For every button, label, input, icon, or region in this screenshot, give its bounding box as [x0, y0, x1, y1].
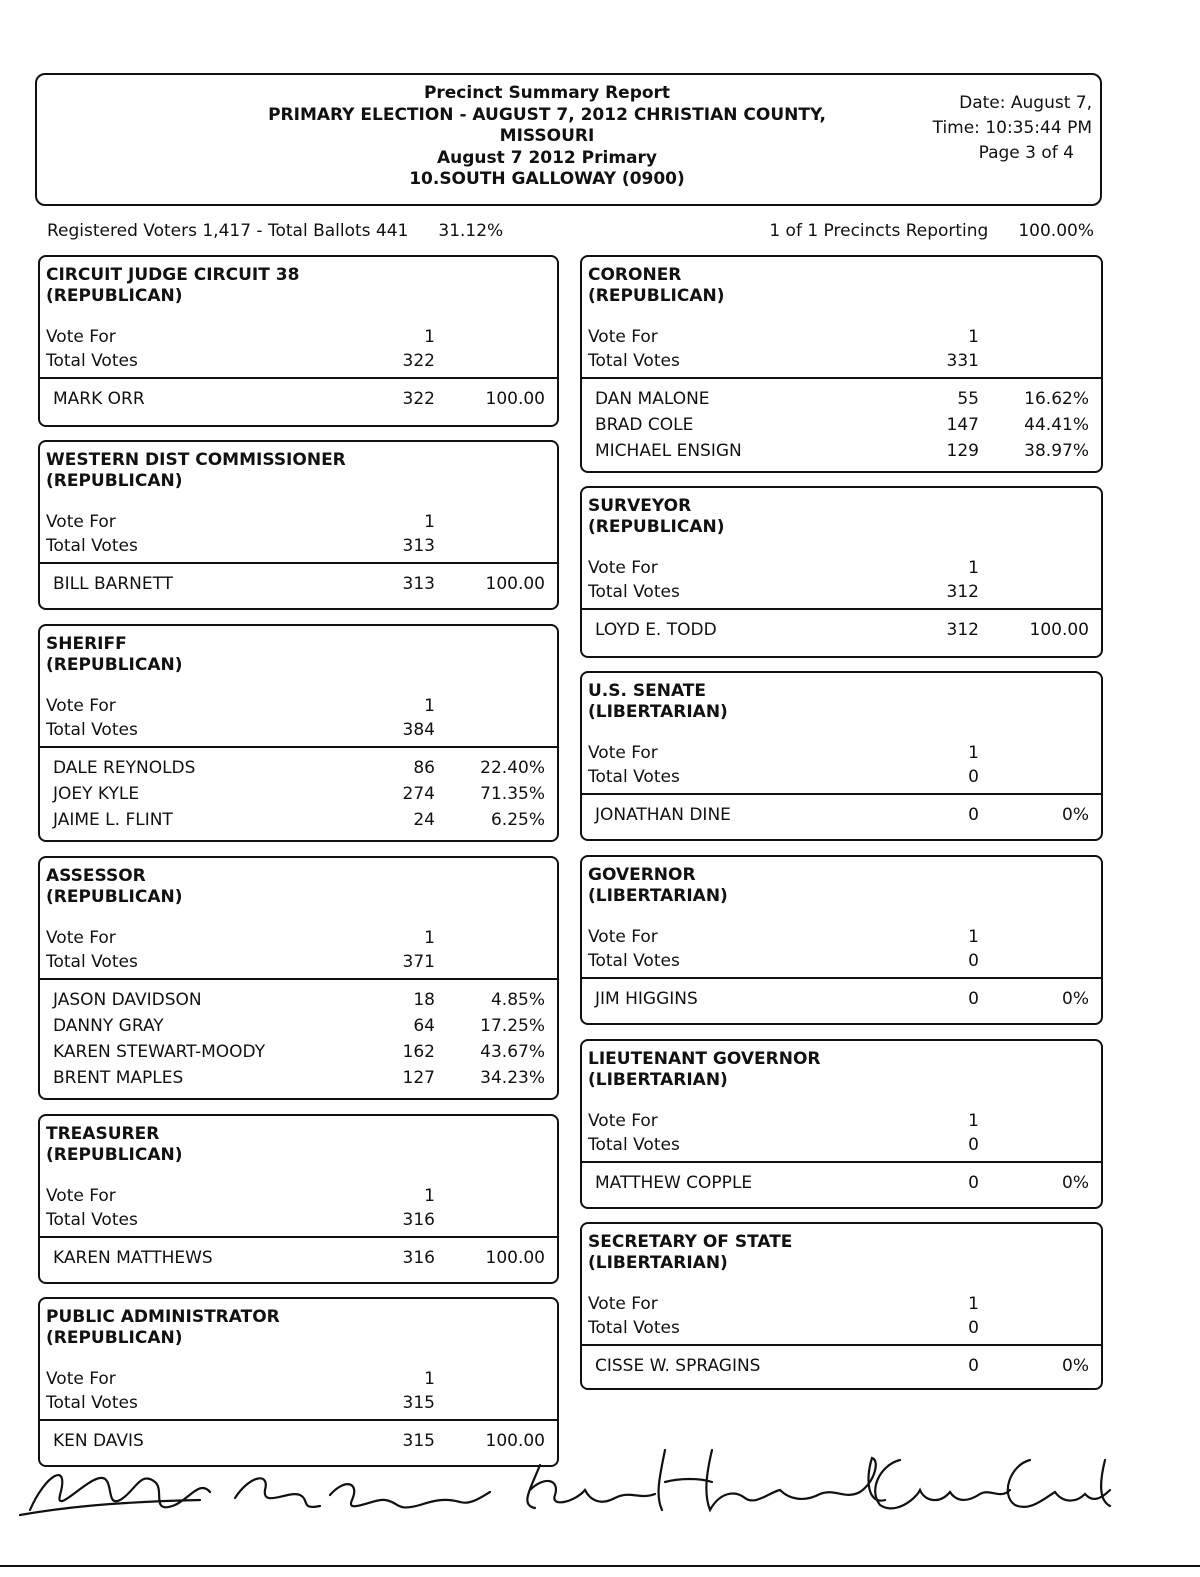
vote-for-value: 1	[424, 327, 435, 347]
race-office: SURVEYOR	[588, 496, 692, 516]
race-title	[582, 1041, 1101, 1091]
candidate-name: MICHAEL ENSIGN	[595, 441, 742, 461]
race-title	[40, 257, 557, 307]
race-title	[582, 257, 1101, 307]
total-votes-row	[588, 349, 1101, 373]
vote-for-row	[46, 510, 557, 534]
race-office: WESTERN DIST COMMISSIONER	[46, 450, 346, 470]
candidate-votes: 0	[968, 1356, 979, 1376]
vote-for-label: Vote For	[46, 696, 116, 716]
election-subtitle: August 7 2012 Primary	[437, 147, 657, 168]
vote-for-row	[588, 1292, 1101, 1316]
candidate-votes: 86	[413, 758, 435, 778]
candidate-votes: 24	[413, 810, 435, 830]
candidate-row	[582, 1170, 1101, 1196]
total-votes-label: Total Votes	[588, 767, 680, 787]
vote-for-row	[588, 741, 1101, 765]
race-title	[40, 1299, 557, 1349]
candidate-percent: 38.97%	[1024, 441, 1089, 461]
candidate-name: JONATHAN DINE	[595, 805, 731, 825]
candidate-name: DALE REYNOLDS	[53, 758, 196, 778]
race-box-coroner	[580, 255, 1103, 473]
race-meta	[40, 1166, 557, 1232]
candidate-votes: 129	[946, 441, 979, 461]
report-meta	[892, 91, 1092, 166]
candidate-name: JIM HIGGINS	[595, 989, 698, 1009]
race-party: (LIBERTARIAN)	[588, 886, 728, 906]
total-votes-row	[588, 1316, 1101, 1340]
race-office: GOVERNOR	[588, 865, 696, 885]
candidate-name: CISSE W. SPRAGINS	[595, 1356, 761, 1376]
vote-for-value: 1	[424, 928, 435, 948]
candidate-row	[582, 802, 1101, 828]
race-box-treasurer	[38, 1114, 559, 1284]
candidate-name: DANNY GRAY	[53, 1016, 164, 1036]
candidate-list	[582, 610, 1101, 643]
report-title: Precinct Summary Report	[423, 83, 671, 103]
candidate-percent: 100.00	[485, 1248, 545, 1268]
race-meta	[40, 492, 557, 558]
race-party: (REPUBLICAN)	[46, 655, 183, 675]
total-votes-label: Total Votes	[588, 1135, 680, 1155]
total-votes-label: Total Votes	[46, 1210, 138, 1230]
vote-for-row	[588, 556, 1101, 580]
vote-for-value: 1	[968, 743, 979, 763]
race-box-u-s-senate	[580, 671, 1103, 841]
vote-for-value: 1	[424, 1369, 435, 1389]
candidate-row	[582, 1353, 1101, 1379]
vote-for-label: Vote For	[588, 1294, 658, 1314]
vote-for-label: Vote For	[46, 928, 116, 948]
total-votes-value: 0	[968, 767, 979, 787]
candidate-percent: 100.00	[485, 574, 545, 594]
race-meta	[582, 307, 1101, 373]
candidate-name: MATTHEW COPPLE	[595, 1173, 753, 1193]
candidate-votes: 162	[402, 1042, 435, 1062]
candidate-percent: 100.00	[1029, 620, 1089, 640]
candidate-votes: 64	[413, 1016, 435, 1036]
race-meta	[40, 908, 557, 974]
candidate-list	[582, 795, 1101, 828]
race-meta	[582, 538, 1101, 604]
total-votes-row	[588, 765, 1101, 789]
candidate-list	[40, 379, 557, 412]
vote-for-row	[46, 1184, 557, 1208]
race-party: (REPUBLICAN)	[46, 1145, 183, 1165]
candidate-name: MARK ORR	[53, 389, 145, 409]
vote-for-value: 1	[968, 927, 979, 947]
candidate-votes: 0	[968, 989, 979, 1009]
race-party: (REPUBLICAN)	[588, 286, 725, 306]
race-party: (REPUBLICAN)	[588, 517, 725, 537]
candidate-list	[582, 1163, 1101, 1196]
signature-scrawl	[20, 1450, 1110, 1515]
race-office: CORONER	[588, 265, 682, 285]
race-title	[582, 857, 1101, 907]
vote-for-row	[46, 694, 557, 718]
candidate-name: BRENT MAPLES	[53, 1068, 184, 1088]
vote-for-label: Vote For	[46, 512, 116, 532]
candidate-votes: 274	[402, 784, 435, 804]
candidate-row	[40, 1013, 557, 1039]
candidate-row	[40, 807, 557, 833]
candidate-row	[582, 617, 1101, 643]
candidate-row	[582, 986, 1101, 1012]
candidate-votes: 313	[402, 574, 435, 594]
candidate-row	[40, 386, 557, 412]
candidate-percent: 6.25%	[490, 810, 545, 830]
total-votes-row	[46, 718, 557, 742]
candidate-votes: 0	[968, 805, 979, 825]
total-votes-label: Total Votes	[46, 351, 138, 371]
race-box-western-dist-commissioner	[38, 440, 559, 610]
candidate-row	[582, 412, 1101, 438]
race-box-surveyor	[580, 486, 1103, 658]
precincts-reporting: 1 of 1 Precincts Reporting	[769, 221, 989, 241]
election-name: PRIMARY ELECTION - AUGUST 7, 2012 CHRISTIAN COUNTY,	[268, 104, 826, 125]
candidate-row	[40, 1065, 557, 1091]
candidate-name: KAREN STEWART-MOODY	[53, 1042, 266, 1062]
total-votes-label: Total Votes	[46, 952, 138, 972]
vote-for-label: Vote For	[46, 327, 116, 347]
total-votes-row	[46, 1391, 557, 1415]
candidate-name: BRAD COLE	[595, 415, 694, 435]
race-office: PUBLIC ADMINISTRATOR	[46, 1307, 280, 1327]
candidate-list	[40, 1238, 557, 1271]
candidate-name: DAN MALONE	[595, 389, 710, 409]
race-title	[582, 673, 1101, 723]
candidate-votes: 18	[413, 990, 435, 1010]
vote-for-label: Vote For	[46, 1369, 116, 1389]
race-office: LIEUTENANT GOVERNOR	[588, 1049, 821, 1069]
candidate-percent: 4.85%	[490, 990, 545, 1010]
vote-for-value: 1	[424, 696, 435, 716]
candidate-row	[582, 386, 1101, 412]
candidate-percent: 34.23%	[480, 1068, 545, 1088]
candidate-list	[40, 564, 557, 597]
total-votes-row	[588, 1133, 1101, 1157]
total-votes-value: 313	[402, 536, 435, 556]
vote-for-row	[46, 325, 557, 349]
race-title	[40, 1116, 557, 1166]
total-votes-label: Total Votes	[46, 720, 138, 740]
race-party: (REPUBLICAN)	[46, 887, 183, 907]
vote-for-value: 1	[968, 1294, 979, 1314]
vote-for-value: 1	[968, 558, 979, 578]
precinct-name: 10.SOUTH GALLOWAY (0900)	[409, 169, 685, 189]
total-votes-row	[588, 580, 1101, 604]
race-party: (LIBERTARIAN)	[588, 1253, 728, 1273]
race-title	[40, 858, 557, 908]
total-votes-row	[588, 949, 1101, 973]
race-office: SHERIFF	[46, 634, 127, 654]
candidate-votes: 127	[402, 1068, 435, 1088]
total-votes-value: 315	[402, 1393, 435, 1413]
report-header	[35, 73, 1102, 206]
total-votes-value: 316	[402, 1210, 435, 1230]
race-office: TREASURER	[46, 1124, 160, 1144]
vote-for-row	[46, 926, 557, 950]
candidate-row	[40, 1039, 557, 1065]
race-party: (LIBERTARIAN)	[588, 702, 728, 722]
candidate-percent: 100.00	[485, 1431, 545, 1451]
turnout-percent: 31.12%	[438, 221, 504, 241]
ballot-summary	[47, 221, 503, 241]
candidate-percent: 0%	[1062, 1356, 1089, 1376]
candidate-percent: 44.41%	[1024, 415, 1089, 435]
candidate-votes: 55	[957, 389, 979, 409]
candidate-percent: 100.00	[485, 389, 545, 409]
vote-for-value: 1	[424, 1186, 435, 1206]
race-meta	[582, 1274, 1101, 1340]
vote-for-label: Vote For	[588, 1111, 658, 1131]
total-votes-row	[46, 534, 557, 558]
signature-area	[0, 1420, 1200, 1530]
report-time: Time: 10:35:44 PM	[932, 118, 1092, 138]
total-votes-value: 331	[946, 351, 979, 371]
total-votes-label: Total Votes	[46, 1393, 138, 1413]
total-votes-value: 322	[402, 351, 435, 371]
vote-for-row	[588, 325, 1101, 349]
total-votes-value: 312	[946, 582, 979, 602]
candidate-row	[40, 755, 557, 781]
race-meta	[582, 723, 1101, 789]
race-party: (REPUBLICAN)	[46, 286, 183, 306]
candidate-percent: 22.40%	[480, 758, 545, 778]
vote-for-value: 1	[968, 1111, 979, 1131]
candidate-percent: 0%	[1062, 805, 1089, 825]
page-bottom-rule	[0, 1565, 1200, 1567]
race-box-circuit-judge-circuit-38	[38, 255, 559, 427]
vote-for-label: Vote For	[588, 558, 658, 578]
candidate-votes: 315	[402, 1431, 435, 1451]
candidate-name: KAREN MATTHEWS	[53, 1248, 213, 1268]
vote-for-label: Vote For	[46, 1186, 116, 1206]
race-office: CIRCUIT JUDGE CIRCUIT 38	[46, 265, 300, 285]
candidate-percent: 43.67%	[480, 1042, 545, 1062]
race-party: (LIBERTARIAN)	[588, 1070, 728, 1090]
race-title	[40, 442, 557, 492]
reporting-summary	[769, 221, 1094, 241]
candidate-name: BILL BARNETT	[53, 574, 174, 594]
race-title	[582, 488, 1101, 538]
race-office: U.S. SENATE	[588, 681, 707, 701]
race-box-assessor	[38, 856, 559, 1100]
candidate-list	[40, 748, 557, 833]
total-votes-row	[46, 1208, 557, 1232]
total-votes-value: 0	[968, 1135, 979, 1155]
vote-for-row	[46, 1367, 557, 1391]
reporting-percent: 100.00%	[1018, 221, 1094, 241]
vote-for-row	[588, 1109, 1101, 1133]
candidate-name: LOYD E. TODD	[595, 620, 717, 640]
race-party: (REPUBLICAN)	[46, 1328, 183, 1348]
race-box-governor	[580, 855, 1103, 1025]
report-date: Date: August 7,	[959, 93, 1092, 113]
total-votes-label: Total Votes	[588, 951, 680, 971]
total-votes-label: Total Votes	[46, 536, 138, 556]
candidate-name: JASON DAVIDSON	[53, 990, 202, 1010]
race-office: ASSESSOR	[46, 866, 146, 886]
candidate-name: JAIME L. FLINT	[53, 810, 173, 830]
total-votes-row	[46, 349, 557, 373]
candidate-row	[40, 1245, 557, 1271]
candidate-percent: 0%	[1062, 989, 1089, 1009]
candidate-percent: 17.25%	[480, 1016, 545, 1036]
race-box-lieutenant-governor	[580, 1039, 1103, 1209]
vote-for-label: Vote For	[588, 327, 658, 347]
race-meta	[40, 676, 557, 742]
vote-for-row	[588, 925, 1101, 949]
candidate-name: JOEY KYLE	[53, 784, 140, 804]
total-votes-label: Total Votes	[588, 582, 680, 602]
race-meta	[582, 907, 1101, 973]
candidate-row	[582, 438, 1101, 464]
candidate-votes: 322	[402, 389, 435, 409]
vote-for-label: Vote For	[588, 927, 658, 947]
candidate-row	[40, 781, 557, 807]
election-state: MISSOURI	[499, 126, 595, 146]
vote-for-label: Vote For	[588, 743, 658, 763]
race-meta	[582, 1091, 1101, 1157]
race-title	[582, 1224, 1101, 1274]
total-votes-value: 384	[402, 720, 435, 740]
candidate-list	[582, 1346, 1101, 1379]
race-party: (REPUBLICAN)	[46, 471, 183, 491]
candidate-name: KEN DAVIS	[53, 1431, 144, 1451]
report-title-block	[207, 83, 887, 191]
race-box-secretary-of-state	[580, 1222, 1103, 1390]
race-meta	[40, 307, 557, 373]
race-box-sheriff	[38, 624, 559, 842]
total-votes-label: Total Votes	[588, 1318, 680, 1338]
total-votes-value: 0	[968, 1318, 979, 1338]
candidate-row	[40, 987, 557, 1013]
total-votes-value: 371	[402, 952, 435, 972]
candidate-votes: 147	[946, 415, 979, 435]
page-number: Page 3 of 4	[978, 143, 1074, 163]
registered-voters: Registered Voters 1,417 - Total Ballots 441	[47, 221, 409, 241]
total-votes-value: 0	[968, 951, 979, 971]
vote-for-value: 1	[968, 327, 979, 347]
candidate-list	[40, 980, 557, 1091]
candidate-row	[40, 571, 557, 597]
candidate-list	[582, 979, 1101, 1012]
candidate-votes: 0	[968, 1173, 979, 1193]
race-title	[40, 626, 557, 676]
candidate-votes: 312	[946, 620, 979, 640]
race-office: SECRETARY OF STATE	[588, 1232, 793, 1252]
candidate-list	[582, 379, 1101, 464]
race-meta	[40, 1349, 557, 1415]
vote-for-value: 1	[424, 512, 435, 532]
candidate-percent: 0%	[1062, 1173, 1089, 1193]
total-votes-row	[46, 950, 557, 974]
candidate-votes: 316	[402, 1248, 435, 1268]
candidate-percent: 16.62%	[1024, 389, 1089, 409]
candidate-percent: 71.35%	[480, 784, 545, 804]
total-votes-label: Total Votes	[588, 351, 680, 371]
